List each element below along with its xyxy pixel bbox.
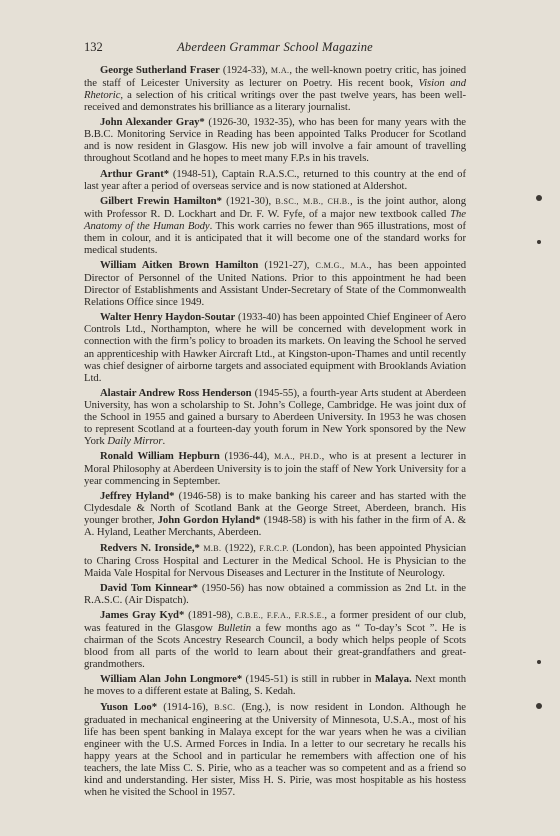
entry-name: Redvers N. Ironside,* <box>100 541 200 554</box>
entry-name: William Alan John Longmore* <box>100 673 243 686</box>
entry-name: Walter Henry Haydon-Soutar <box>100 311 236 324</box>
binding-hole-mark <box>537 660 541 664</box>
entry-name: James Gray Kyd* <box>100 609 185 621</box>
entry-name: Arthur Grant* <box>100 167 169 180</box>
entry-haydon-soutar: Walter Henry Haydon-Soutar (1933-40) has been appointed Chief Engineer of Aero Controls Ltd., Northampton, where he will be concerned with development work in connection with the firm’s policy to broaden its markets. On leaving the School he served an apprenticeship with Hawker Aircraft Ltd., at Kingston-upon-Thames and until recently was chief designer of airborne targets and associated equipment with Brooklands Aviation Ltd. <box>84 311 466 384</box>
entry-name: Ronald William Hepburn <box>100 450 220 463</box>
entry-loo: Yuson Loo* (1914-16), B.SC. (Eng.), is now resident in London. Although he graduated in mechanical engineering at the University of Minnesota, U.S.A., most of his life has been spent banking in Malaya except for the war years when he was a civilian engineer with the U.S. Armed Forces in India. In a letter to our secretary he recalls his happy years at the School and in particular he remembers with affection one of his teachers, the late Miss C. S. Pirie, who as a teacher was so competent and as a friend so kind and understanding. Her sister, Miss H. S. Pirie, was most hospitable as his hostess when he visited the School in 1957. <box>84 700 466 798</box>
entry-name: Alastair Andrew Ross Henderson <box>100 386 252 399</box>
entry-henderson: Alastair Andrew Ross Henderson (1945-55), a fourth-year Arts student at Aberdeen University, has won a scholarship to St. John’s College, Cambridge. He was joint dux of the School in 1955 and gained a bursary to Aberdeen University. In 1953 he was chosen to represent Scotland at a fourteen-day youth forum in New York sponsored by the New York Daily Mirror. <box>84 386 466 447</box>
degrees: C.M.G., M.A. <box>315 261 370 271</box>
book-title: Vision and Rhetoric <box>84 77 466 102</box>
newspaper-title: Daily Mirror <box>107 434 163 447</box>
book-title: The Anatomy of the Human Body <box>84 207 466 232</box>
entry-name: John Alexander Gray* <box>100 116 205 129</box>
newspaper-title: Bulletin <box>217 622 252 635</box>
entry-william-hamilton: William Aitken Brown Hamilton (1921-27), C.M.G., M.A., has been appointed Director of Personnel of the United Nations. Prior to this appointment he had been Director of Establishments and Assistant Under-Secretary of State of the Commonwealth Relations Office since 1949. <box>84 259 466 309</box>
entry-name: George Sutherland Fraser <box>100 64 220 76</box>
entry-name: Gilbert Frewin Hamilton* <box>100 194 222 207</box>
entry-name: William Aitken Brown Hamilton <box>100 259 259 272</box>
entry-gray: John Alexander Gray* (1926-30, 1932-35), who has been for many years with the B.B.C. Monitoring Service in Reading has been appointed Talks Producer for Scotland and is now resident in Glasgow. His new job will involve a fair amount of travelling throughout Scotland and he hopes to meet many F.P.s in his travels. <box>84 116 467 165</box>
entry-ironside: Redvers N. Ironside,* M.B. (1922), F.R.C.P. (London), has been appointed Physician to Charing Cross Hospital and Lecturer in the Medical School. He is Physician to the Maida Vale Hospital for Nervous Diseases and Lecturer in the Institute of Neurology. <box>84 541 466 579</box>
degrees-secondary: F.R.C.P. <box>259 543 289 553</box>
binding-hole-mark <box>537 240 541 244</box>
article-body <box>84 64 466 801</box>
entry-name-secondary: John Gordon Hyland* <box>157 514 261 527</box>
degrees: M.B. <box>203 543 222 553</box>
entry-gilbert-hamilton: Gilbert Frewin Hamilton* (1921-30), B.SC., M.B., CH.B., is the joint author, along with Professor R. D. Lockhart and Dr. F. W. Fyfe, of a major new textbook called The Anatomy of the Human Body. This work carries no fewer than 965 illustrations, most of them in colour, and it is anticipated that it will become one of the standard works for medical students. <box>84 194 466 256</box>
entry-name: David Tom Kinnear* <box>100 581 198 594</box>
entry-fraser: George Sutherland Fraser (1924-33), M.A., the well-known poetry critic, has joined the staff of Leicester University as lecturer on Poetry. His recent book, Vision and Rhetoric, a selection of his critical writings over the past twelve years, has been well-received and demonstrates his brilliance as a literary journalist. <box>84 64 467 114</box>
binding-hole-mark <box>536 703 542 709</box>
entry-hepburn: Ronald William Hepburn (1936-44), M.A., PH.D., who is at present a lecturer in Moral Philosophy at Aberdeen University is to join the staff of New York University for a year commencing in September. <box>84 450 466 488</box>
degrees: M.A., PH.D. <box>274 452 322 462</box>
place-name: Malaya. <box>374 673 412 686</box>
degrees: C.B.E., F.F.A., F.R.S.E. <box>236 611 325 620</box>
entry-name: Yuson Loo* <box>100 700 158 713</box>
degrees: M.A. <box>270 66 290 75</box>
entry-grant: Arthur Grant* (1948-51), Captain R.A.S.C., returned to this country at the end of last year after a period of overseas service and is now stationed at Aldershot. <box>84 167 466 192</box>
entry-kyd: James Gray Kyd* (1891-98), C.B.E., F.F.A., F.R.S.E., a former president of our club, was featured in the Glasgow Bulletin a few months ago as “ To-day’s Scot ”. He is chairman of the Scots Ancestry Research Council, a body which helps people of Scots blood from all parts of the world to learn about their great-grandfathers and great-grandmothers. <box>84 609 466 671</box>
entry-kinnear: David Tom Kinnear* (1950-56) has now obtained a commission as 2nd Lt. in the R.A.S.C. (Air Dispatch). <box>84 581 467 606</box>
page-number: 132 <box>84 40 103 54</box>
entry-longmore: William Alan John Longmore* (1945-51) is still in rubber in Malaya. Next month he moves to a different estate at Baling, S. Kedah. <box>84 673 467 698</box>
journal-title: Aberdeen Grammar School Magazine <box>177 40 373 54</box>
entry-name: Jeffrey Hyland* <box>100 490 175 503</box>
degrees: B.SC. <box>214 702 236 712</box>
entry-hyland: Jeffrey Hyland* (1946-58) is to make banking his career and has started with the Clydesdale & North of Scotland Bank at the George Street, Aberdeen, branch. His younger brother, John Gordon Hyland* (1948-58) is with his father in the firm of A. & A. Hyland, Leather Merchants, Aberdeen. <box>84 490 467 539</box>
page-header <box>84 40 466 60</box>
degrees: B.SC., M.B., CH.B. <box>275 196 350 206</box>
binding-hole-mark <box>536 195 542 201</box>
